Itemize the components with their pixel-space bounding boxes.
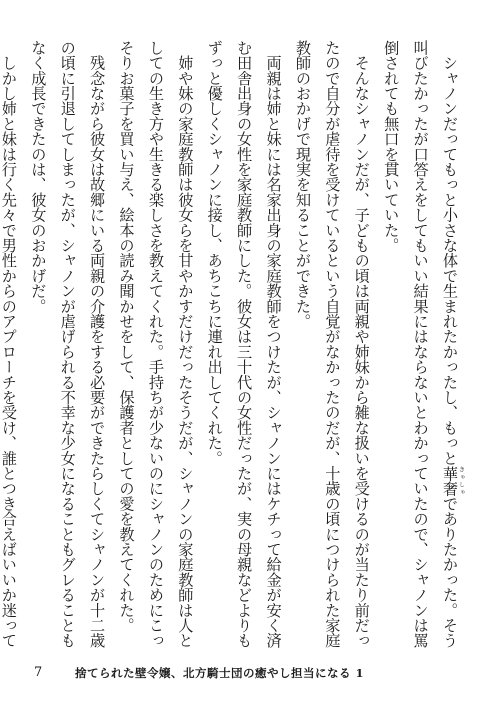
paragraph — [376, 40, 464, 648]
vertical-text-block — [0, 40, 465, 649]
paragraph: 姉や妹の家庭教師は彼女らを甘やかすだけだったそうだが、シャノンの家庭教師は人としての生き方や生きる楽しさを教えてくれた。手持ちが少ないのにシャノンのためにこっそりお菓子を買い与え、絵本の読み聞かせをして、保護者としての愛を教えてくれた。 — [117, 40, 195, 648]
paragraph: しかし姉と妹は行く先々で男性からのアプローチを受け、誰とつき合えばいいか迷って — [0, 55, 18, 648]
page-number: 7 — [34, 665, 43, 680]
paragraph: そんなシャノンだが、子どもの頃は両親や姉妹から雑な扱いを受けるのが当たり前だったので自分が虐待を受けているという自覚がなかったのだが、十歳の頃につけられた家庭教師のおかげで現実を知ることができた。 — [293, 40, 371, 648]
paragraph: 残念ながら彼女は故郷にいる両親の介護をする必要ができたらしくてシャノンが十二歳の頃に引退してしまったが、シャノンが虐げられる不幸な少女になることもグレることもなく成長できたのは、彼女のおかげだ。 — [29, 40, 107, 648]
ruby-reading: きゃしゃ — [457, 465, 465, 497]
paragraph-text: シャノンだってもっと小さな体で生まれたかったし、もっと — [441, 40, 459, 466]
paragraph-text: でありたかった。そう叫びたかったが口答えをしてもいい結果にはならないとわかっていたので、シャノンは罵倒されても無口を貫いていた。 — [382, 40, 459, 649]
paragraph: 両親は姉と妹には名家出身の家庭教師をつけたが、シャノンにはケチって給金が安く済む田舎出身の女性を家庭教師にした。彼女は三十代の女性だったが、実の母親などよりもずっと優しくシャノンに接し、あちこちに連れ出してくれた。 — [205, 40, 283, 648]
running-title: 捨てられた壁令嬢、北方騎士団の癒やし担当になる 1 — [75, 666, 365, 680]
ruby-base: 華奢 — [441, 465, 459, 497]
ruby-word — [441, 465, 465, 497]
